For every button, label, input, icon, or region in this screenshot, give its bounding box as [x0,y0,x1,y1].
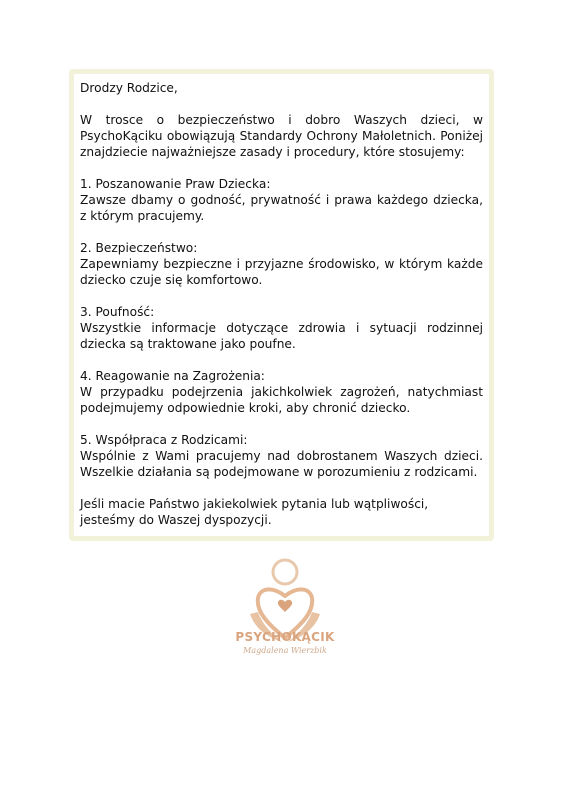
section-heading-5: 5. Współpraca z Rodzicami: [80,433,248,447]
section-body-5: Wspólnie z Wami pracujemy nad dobrostanem Waszych dzieci. Wszelkie działania są podejmowane w porozumieniu z rodzicami. [80,449,483,479]
brand-signature: Magdalena Wierzbik [243,646,327,655]
section-body-1: Zawsze dbamy o godność, prywatność i prawa każdego dziecka, z którym pracujemy. [80,193,483,223]
section-body-4: W przypadku podejrzenia jakichkolwiek zagrożeń, natychmiast podejmujemy odpowiednie kroki, aby chronić dziecko. [80,385,483,415]
section-body-2: Zapewniamy bezpieczne i przyjazne środowisko, w którym każde dziecko czuje się komfortowo. [80,257,483,287]
intro-paragraph: W trosce o bezpieczeństwo i dobro Waszych dzieci, w PsychoKąciku obowiązują Standardy Ochrony Małoletnich. Poniżej znajdziecie najważniejsze zasady i procedury, które stosujemy: [80,113,483,159]
section-heading-1: 1. Poszanowanie Praw Dziecka: [80,177,271,191]
section-heading-4: 4. Reagowanie na Zagrożenia: [80,369,265,383]
section-heading-2: 2. Bezpieczeństwo: [80,241,198,255]
brand-name: PSYCHOKĄCIK [235,630,335,644]
closing-paragraph: Jeśli macie Państwo jakiekolwiek pytania lub wątpliwości, jesteśmy do Waszej dyspozycji. [80,497,429,527]
section-body-3: Wszystkie informacje dotyczące zdrowia i sytuacji rodzinnej dziecka są traktowane jako poufne. [80,321,483,351]
greeting: Drodzy Rodzice, [80,81,178,95]
letter-card [69,69,494,541]
section-heading-3: 3. Poufność: [80,305,155,319]
